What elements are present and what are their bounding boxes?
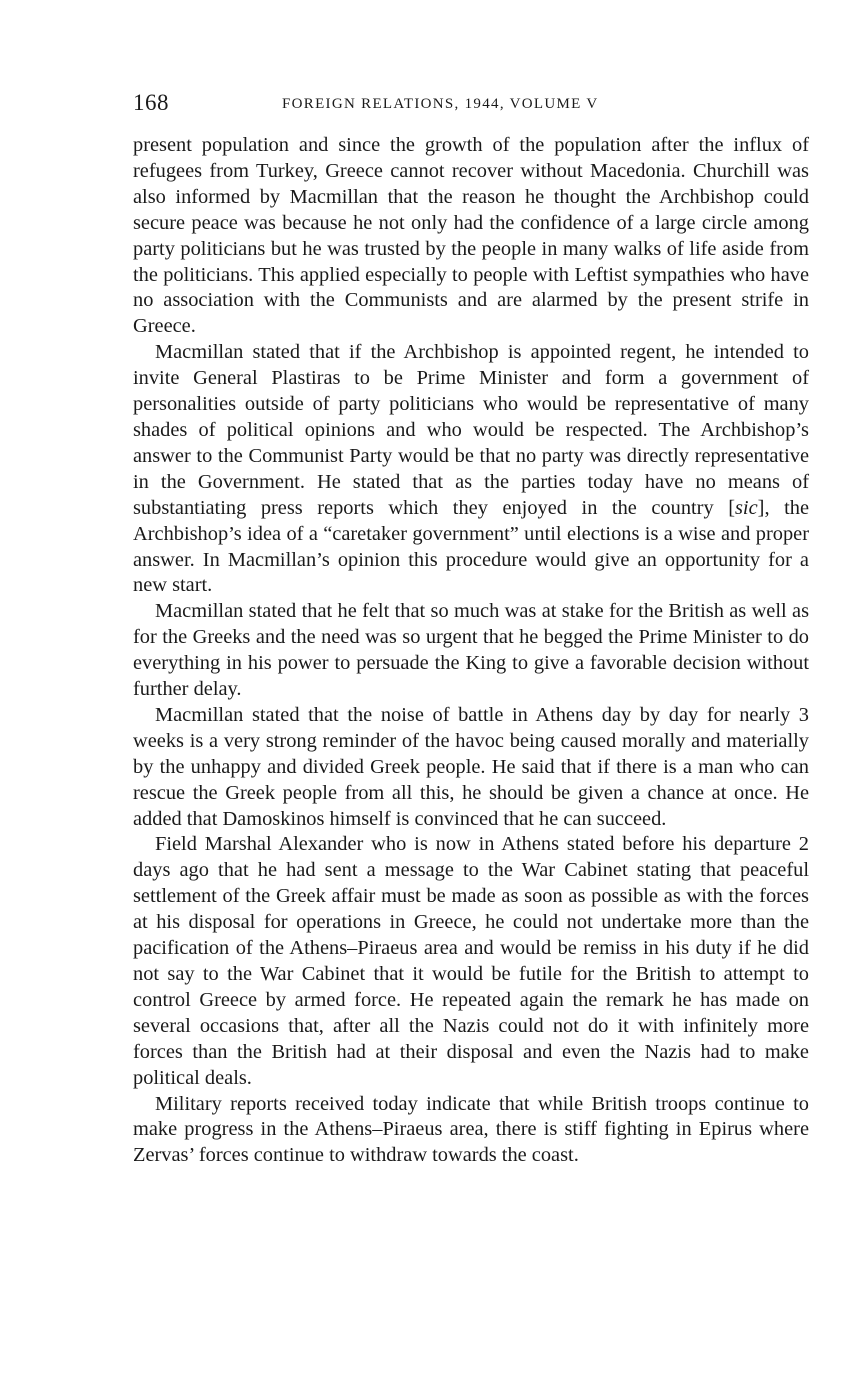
paragraph-2-text-after: ], the Archbishop’s idea of a “caretaker government” until elections is a wise and proper answer. In Macmillan’s opinion this procedure would give an opportunity for a new start. bbox=[133, 496, 809, 597]
sic-italic: sic bbox=[735, 496, 758, 519]
paragraph-2 bbox=[133, 340, 809, 599]
paragraph-5: Field Marshal Alexander who is now in Athens stated before his departure 2 days ago that he had sent a message to the War Cabinet stating that peaceful settlement of the Greek affair must be made as soon as possible as with the forces at his disposal for operations in Greece, he could not undertake more than the pacification of the Athens–Piraeus area and would be remiss in his duty if he did not say to the War Cabinet that it would be futile for the British to attempt to control Greece by armed force. He repeated again the remark he has made on several occasions that, after all the Nazis could not do it with infinitely more forces than the British had at their disposal and even the Nazis had to make political deals. bbox=[133, 833, 809, 1089]
paragraph-2-text-before: Macmillan stated that if the Archbishop is appointed regent, he intended to invite General Plastiras to be Prime Minister and form a government of personalities outside of party politicians who would be representative of many shades of political opinions and who would be respected. The Archbishop’s answer to the Communist Party would be that no party was directly representative in the Government. He stated that as the parties today have no means of substantiating press reports which they enjoyed in the country [ bbox=[133, 341, 809, 519]
paragraph-4: Macmillan stated that the noise of battle in Athens day by day for nearly 3 weeks is a very strong reminder of the havoc being caused morally and materially by the unhappy and divided Greek people. He said that if there is a man who can rescue the Greek people from all this, he should be given a chance at once. He added that Damoskinos himself is convinced that he can succeed. bbox=[133, 703, 809, 830]
body-text bbox=[133, 133, 809, 1169]
page-number: 168 bbox=[133, 90, 169, 115]
paragraph-1: present population and since the growth of the population after the influx of refugees from Turkey, Greece cannot recover without Macedonia. Churchill was also informed by Macmillan that the reason he thought the Archbishop could secure peace was because he not only had the confidence of a large circle among party politicians but he was trusted by the people in many walks of life aside from the politicians. This applied especially to people with Leftist sympathies who have no association with the Communists and are alarmed by the present strife in Greece. bbox=[133, 134, 809, 338]
running-title: FOREIGN RELATIONS, 1944, VOLUME V bbox=[282, 96, 599, 112]
paragraph-3: Macmillan stated that he felt that so much was at stake for the British as well as for the Greeks and the need was so urgent that he begged the Prime Minister to do everything in his power to persuade the King to give a favorable decision without further delay. bbox=[133, 600, 809, 701]
paragraph-6: Military reports received today indicate that while British troops continue to make progress in the Athens–Piraeus area, there is stiff fighting in Epirus where Zervas’ forces continue to withdraw towards the coast. bbox=[133, 1092, 809, 1167]
running-head bbox=[133, 88, 809, 118]
